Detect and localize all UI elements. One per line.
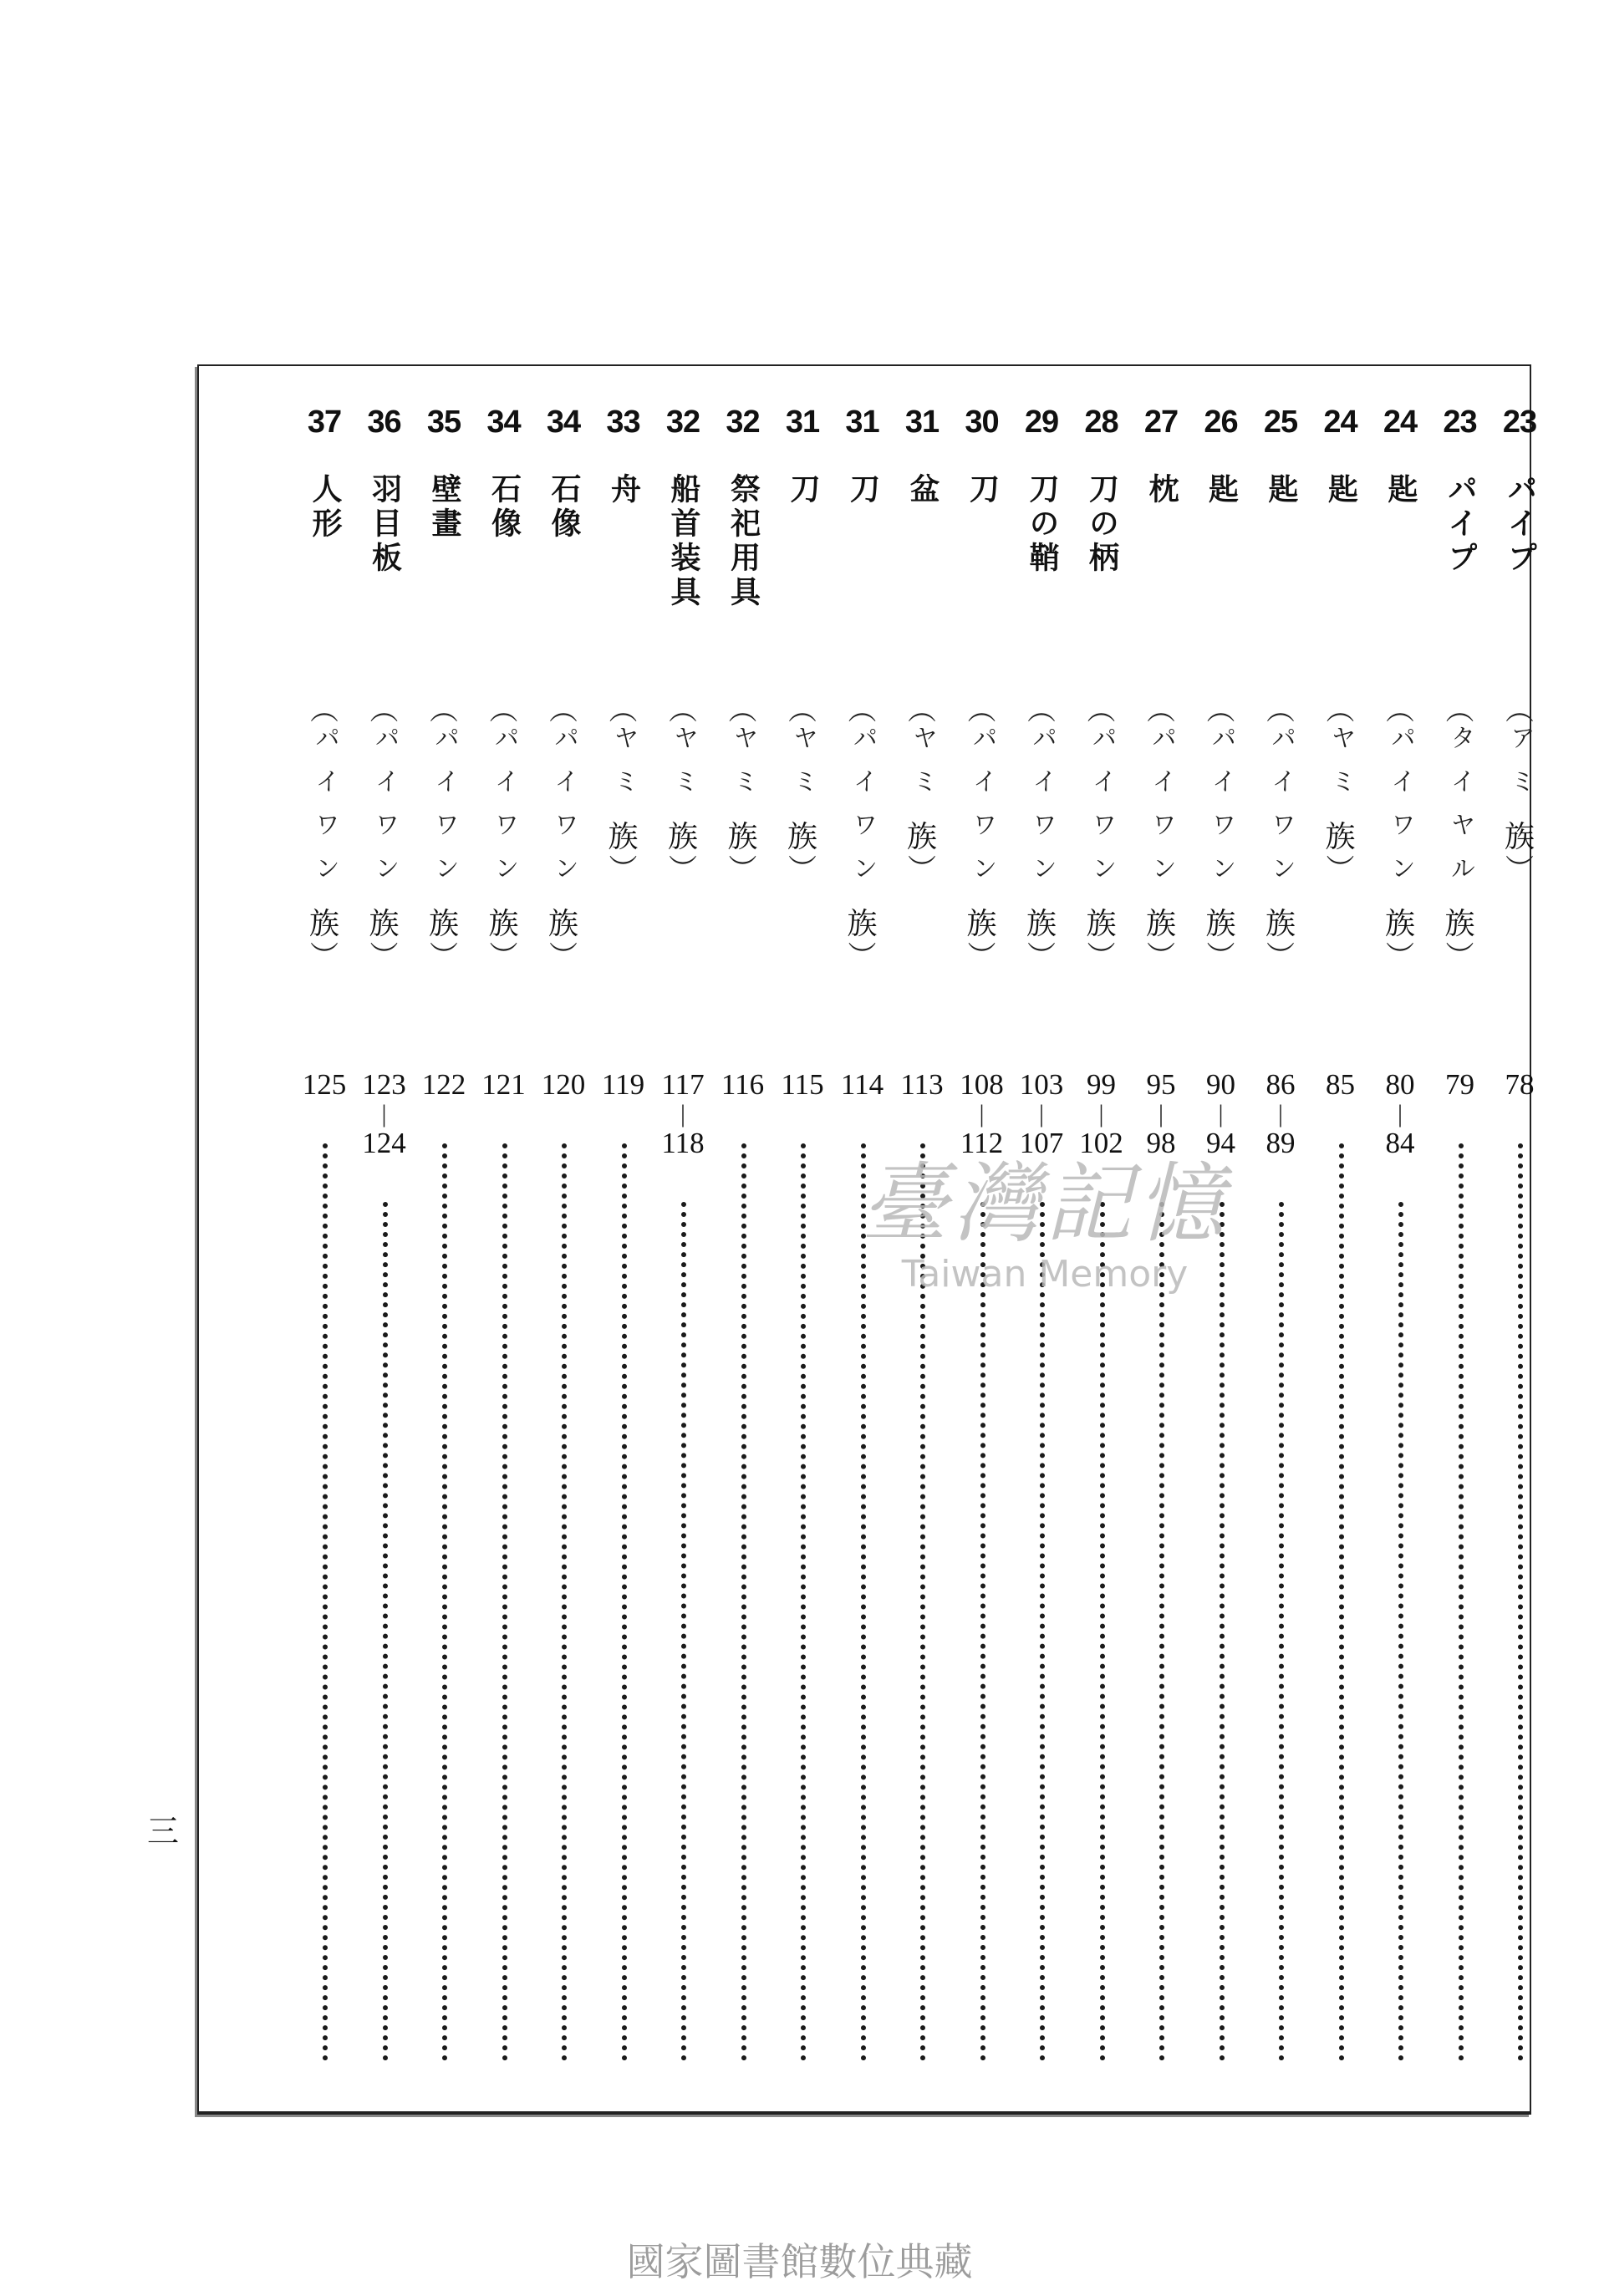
index-entry xyxy=(1490,366,1549,2111)
tribe-name: パイワン xyxy=(1386,725,1415,899)
paren-close: ︶ xyxy=(1505,853,1534,887)
tribe-suffix: 族 xyxy=(1145,907,1176,941)
tribe-suffix: 族 xyxy=(1205,907,1236,941)
leader-dots xyxy=(681,1202,686,2061)
tribe-suffix: 族 xyxy=(1504,820,1535,854)
paren-close: ︶ xyxy=(669,853,697,887)
tribe-label xyxy=(594,694,653,887)
index-entry xyxy=(714,366,772,2111)
figure-start: 114 xyxy=(840,1068,884,1101)
figure-range xyxy=(1306,1068,1375,1102)
figure-end: 124 xyxy=(362,1127,406,1159)
tribe-suffix: 族 xyxy=(966,907,997,941)
figure-start: 79 xyxy=(1445,1068,1474,1101)
tribe-label xyxy=(1490,694,1549,887)
tribe-suffix: 族 xyxy=(428,907,459,941)
tribe-name: パイワン xyxy=(967,725,997,899)
figure-range xyxy=(1067,1068,1136,1160)
plate-page-number: 31 xyxy=(904,405,940,440)
paren-open: ︵ xyxy=(1087,694,1116,727)
figure-range xyxy=(1366,1068,1434,1160)
plate-page-number: 35 xyxy=(426,405,461,440)
figure-range xyxy=(888,1068,956,1102)
plate-page-number: 24 xyxy=(1323,405,1357,440)
tribe-name: ヤミ xyxy=(908,725,937,812)
paren-open: ︵ xyxy=(549,694,578,727)
figure-start: 103 xyxy=(1019,1068,1064,1101)
leader-dots xyxy=(1339,1143,1344,2061)
tribe-label xyxy=(893,694,951,887)
figure-start: 99 xyxy=(1087,1068,1116,1101)
tribe-suffix: 族 xyxy=(308,907,339,941)
tribe-suffix: 族 xyxy=(608,820,639,854)
figure-start: 108 xyxy=(960,1068,1004,1101)
index-entry xyxy=(594,366,653,2111)
range-separator: | xyxy=(1158,1100,1164,1128)
paren-close: ︶ xyxy=(788,853,817,887)
figure-end: 112 xyxy=(960,1127,1004,1159)
figure-start: 85 xyxy=(1326,1068,1355,1101)
item-title: 刀 xyxy=(845,473,880,507)
figure-range xyxy=(1426,1068,1495,1102)
tribe-suffix: 族 xyxy=(667,820,698,854)
figure-range xyxy=(1246,1068,1315,1160)
figure-start: 125 xyxy=(302,1068,347,1101)
tribe-label xyxy=(355,694,414,974)
tribe-label xyxy=(833,694,892,974)
tribe-suffix: 族 xyxy=(1325,820,1356,854)
paren-open: ︵ xyxy=(1147,694,1175,727)
plate-page-number: 24 xyxy=(1383,405,1418,440)
tribe-label xyxy=(1132,694,1190,974)
paren-open: ︵ xyxy=(310,694,339,727)
figure-start: 86 xyxy=(1265,1068,1296,1101)
figure-range xyxy=(410,1068,478,1102)
index-entry xyxy=(1371,366,1429,2111)
figure-range xyxy=(1485,1068,1554,1102)
paren-close: ︶ xyxy=(1326,853,1355,887)
item-title: 盆 xyxy=(905,473,940,507)
tribe-label xyxy=(534,694,593,974)
plate-page-number: 34 xyxy=(546,405,581,440)
tribe-suffix: 族 xyxy=(787,820,817,854)
tribe-label xyxy=(1012,694,1071,974)
figure-range xyxy=(350,1068,419,1160)
paren-close: ︶ xyxy=(310,940,339,974)
figure-end: 102 xyxy=(1079,1127,1123,1159)
tribe-name: パイワン xyxy=(430,725,459,899)
side-page-number: 三 xyxy=(147,1813,180,1850)
tribe-suffix: 族 xyxy=(488,907,519,941)
tribe-label xyxy=(295,694,354,974)
paren-close: ︶ xyxy=(848,940,877,974)
index-entry xyxy=(355,366,414,2111)
figure-range xyxy=(828,1068,897,1102)
leader-dots xyxy=(1518,1143,1523,2061)
tribe-suffix: 族 xyxy=(1026,907,1057,941)
watermark-english: Taiwan Memory xyxy=(901,1253,1189,1296)
paren-open: ︵ xyxy=(1326,694,1355,727)
figure-range xyxy=(470,1068,538,1102)
figure-start: 122 xyxy=(421,1068,466,1101)
paren-close: ︶ xyxy=(1445,940,1474,974)
item-title: 石像 xyxy=(547,473,581,542)
tribe-label xyxy=(773,694,832,887)
plate-page-number: 26 xyxy=(1204,405,1238,440)
leader-dots xyxy=(323,1143,328,2061)
plate-page-number: 28 xyxy=(1084,405,1118,440)
paren-close: ︶ xyxy=(1266,940,1295,974)
figure-end: 107 xyxy=(1019,1127,1064,1159)
paren-open: ︵ xyxy=(1445,694,1474,727)
paren-close: ︶ xyxy=(967,940,996,974)
figure-range xyxy=(1007,1068,1076,1160)
figure-start: 119 xyxy=(601,1068,645,1101)
tribe-name: ヤミ xyxy=(728,725,758,812)
tribe-suffix: 族 xyxy=(1265,907,1296,941)
figure-range xyxy=(649,1068,717,1160)
figure-start: 120 xyxy=(541,1068,586,1101)
tribe-name: アミ xyxy=(1505,725,1535,812)
plate-page-number: 27 xyxy=(1143,405,1179,440)
plate-page-number: 29 xyxy=(1024,405,1059,440)
paren-close: ︶ xyxy=(1147,940,1175,974)
tribe-suffix: 族 xyxy=(369,907,400,941)
paren-close: ︶ xyxy=(1087,940,1116,974)
paren-close: ︶ xyxy=(609,853,638,887)
leader-dots xyxy=(1398,1202,1403,2061)
leader-dots xyxy=(622,1143,627,2061)
tribe-name: タイヤル xyxy=(1445,725,1475,899)
item-title: 人形 xyxy=(308,473,342,542)
tribe-name: ヤミ xyxy=(1326,725,1356,812)
tribe-suffix: 族 xyxy=(1086,907,1117,941)
paren-open: ︵ xyxy=(1386,694,1414,727)
paren-close: ︶ xyxy=(1206,940,1235,974)
leader-dots xyxy=(502,1143,507,2061)
item-title: パイプ xyxy=(1443,473,1478,576)
tribe-suffix: 族 xyxy=(547,907,578,941)
paren-open: ︵ xyxy=(1027,694,1056,727)
item-title: 匙 xyxy=(1264,473,1298,507)
paren-close: ︶ xyxy=(1027,940,1056,974)
leader-dots xyxy=(562,1143,567,2061)
item-title: 祭祀用具 xyxy=(726,473,761,610)
tribe-name: パイワン xyxy=(549,725,578,899)
range-separator: | xyxy=(1098,1100,1104,1128)
figure-range xyxy=(948,1068,1016,1160)
figure-range xyxy=(290,1068,359,1102)
figure-end: 84 xyxy=(1385,1127,1415,1159)
paren-close: ︶ xyxy=(728,853,757,887)
figure-end: 89 xyxy=(1265,1127,1296,1159)
paren-open: ︵ xyxy=(728,694,757,727)
plate-page-number: 31 xyxy=(845,405,879,440)
index-entry xyxy=(1431,366,1490,2111)
tribe-label xyxy=(953,694,1011,974)
plate-page-number: 36 xyxy=(367,405,401,440)
plate-page-number: 23 xyxy=(1502,405,1537,440)
item-title: 刀 xyxy=(786,473,820,507)
paren-open: ︵ xyxy=(369,694,399,727)
plate-page-number: 25 xyxy=(1263,405,1298,440)
tribe-name: ヤミ xyxy=(669,725,698,812)
paren-open: ︵ xyxy=(967,694,996,727)
paren-open: ︵ xyxy=(1206,694,1235,727)
figure-start: 78 xyxy=(1505,1068,1535,1101)
leader-dots xyxy=(741,1143,746,2061)
figure-range xyxy=(1187,1068,1255,1160)
footer-collection-label: 國家圖書館數位典藏 xyxy=(626,2239,973,2284)
paren-close: ︶ xyxy=(1386,940,1414,974)
figure-end: 98 xyxy=(1146,1127,1176,1159)
paren-open: ︵ xyxy=(1266,694,1295,727)
range-separator: | xyxy=(979,1100,985,1128)
figure-end: 118 xyxy=(661,1127,705,1159)
paren-open: ︵ xyxy=(848,694,877,727)
plate-page-number: 31 xyxy=(785,405,820,440)
plate-page-number: 33 xyxy=(606,405,640,440)
item-title: 匙 xyxy=(1383,473,1418,507)
paren-open: ︵ xyxy=(609,694,638,727)
figure-range xyxy=(529,1068,598,1102)
item-title: 壁畫 xyxy=(427,473,461,542)
tribe-suffix: 族 xyxy=(1384,907,1415,941)
item-title: パイプ xyxy=(1503,473,1537,576)
item-title: 石像 xyxy=(486,473,522,542)
tribe-suffix: 族 xyxy=(847,907,878,941)
item-title: 匙 xyxy=(1204,473,1239,507)
paren-open: ︵ xyxy=(788,694,817,727)
item-title: 刀の鞘 xyxy=(1025,473,1059,576)
figure-start: 80 xyxy=(1385,1068,1415,1101)
tribe-name: パイワン xyxy=(369,725,400,899)
tribe-name: パイワン xyxy=(1266,725,1296,899)
paren-open: ︵ xyxy=(908,694,936,727)
item-title: 船首装具 xyxy=(666,473,700,610)
range-separator: | xyxy=(680,1100,685,1128)
range-separator: | xyxy=(1218,1100,1224,1128)
plate-page-number: 30 xyxy=(965,405,999,440)
range-separator: | xyxy=(1277,1100,1283,1128)
index-entry xyxy=(415,366,473,2111)
paren-open: ︵ xyxy=(669,694,697,727)
paren-open: ︵ xyxy=(489,694,518,727)
leader-dots xyxy=(1459,1143,1464,2061)
item-title: 舟 xyxy=(606,473,641,507)
leader-dots xyxy=(442,1143,447,2061)
figure-range xyxy=(589,1068,658,1102)
paren-open: ︵ xyxy=(1505,694,1534,727)
figure-start: 116 xyxy=(721,1068,765,1101)
tribe-label xyxy=(714,694,772,887)
index-entry xyxy=(654,366,712,2111)
figure-range xyxy=(709,1068,777,1102)
figure-start: 115 xyxy=(781,1068,824,1101)
tribe-suffix: 族 xyxy=(1444,907,1475,941)
tribe-name: パイワン xyxy=(310,725,339,899)
index-entry xyxy=(534,366,593,2111)
figure-start: 95 xyxy=(1146,1068,1176,1101)
figure-start: 121 xyxy=(481,1068,526,1101)
paren-close: ︶ xyxy=(908,853,936,887)
watermark-chinese: 臺灣記憶 xyxy=(860,1153,1229,1255)
plate-page-number: 37 xyxy=(307,405,342,440)
tribe-label xyxy=(415,694,473,974)
figure-start: 90 xyxy=(1206,1068,1235,1101)
item-title: 刀の柄 xyxy=(1084,473,1119,576)
tribe-name: パイワン xyxy=(1027,725,1057,899)
tribe-name: パイワン xyxy=(489,725,519,899)
leader-dots xyxy=(383,1202,388,2061)
figure-end: 94 xyxy=(1206,1127,1235,1159)
tribe-label xyxy=(1072,694,1131,974)
tribe-label xyxy=(475,694,533,974)
item-title: 匙 xyxy=(1323,473,1358,507)
tribe-name: パイワン xyxy=(848,725,878,899)
tribe-name: ヤミ xyxy=(788,725,817,812)
figure-start: 117 xyxy=(661,1068,705,1101)
item-title: 枕 xyxy=(1144,473,1179,507)
range-separator: | xyxy=(1397,1100,1403,1128)
figure-start: 113 xyxy=(900,1068,944,1101)
range-separator: | xyxy=(1038,1100,1044,1128)
tribe-label xyxy=(654,694,712,887)
paren-open: ︵ xyxy=(430,694,458,727)
tribe-suffix: 族 xyxy=(906,820,937,854)
index-entry xyxy=(475,366,533,2111)
paren-close: ︶ xyxy=(549,940,578,974)
index-entry xyxy=(1311,366,1370,2111)
tribe-name: パイワン xyxy=(1147,725,1176,899)
tribe-name: パイワン xyxy=(1087,725,1117,899)
watermark xyxy=(794,1153,1296,1346)
tribe-suffix: 族 xyxy=(727,820,758,854)
paren-close: ︶ xyxy=(430,940,458,974)
plate-page-number: 34 xyxy=(486,405,521,440)
item-title: 羽目板 xyxy=(367,473,402,576)
tribe-label xyxy=(1311,694,1370,887)
figure-start: 123 xyxy=(362,1068,406,1101)
figure-range xyxy=(768,1068,837,1102)
index-entry xyxy=(295,366,354,2111)
tribe-label xyxy=(1371,694,1429,974)
range-separator: | xyxy=(381,1100,387,1128)
tribe-name: パイワン xyxy=(1206,725,1236,899)
tribe-name: ヤミ xyxy=(609,725,639,812)
tribe-label xyxy=(1431,694,1490,974)
paren-close: ︶ xyxy=(489,940,518,974)
plate-page-number: 23 xyxy=(1443,405,1477,440)
tribe-label xyxy=(1251,694,1310,974)
paren-close: ︶ xyxy=(369,940,399,974)
item-title: 刀 xyxy=(965,473,1000,507)
plate-page-number: 32 xyxy=(665,405,700,440)
tribe-label xyxy=(1192,694,1250,974)
plate-page-number: 32 xyxy=(726,405,760,440)
figure-range xyxy=(1127,1068,1195,1160)
